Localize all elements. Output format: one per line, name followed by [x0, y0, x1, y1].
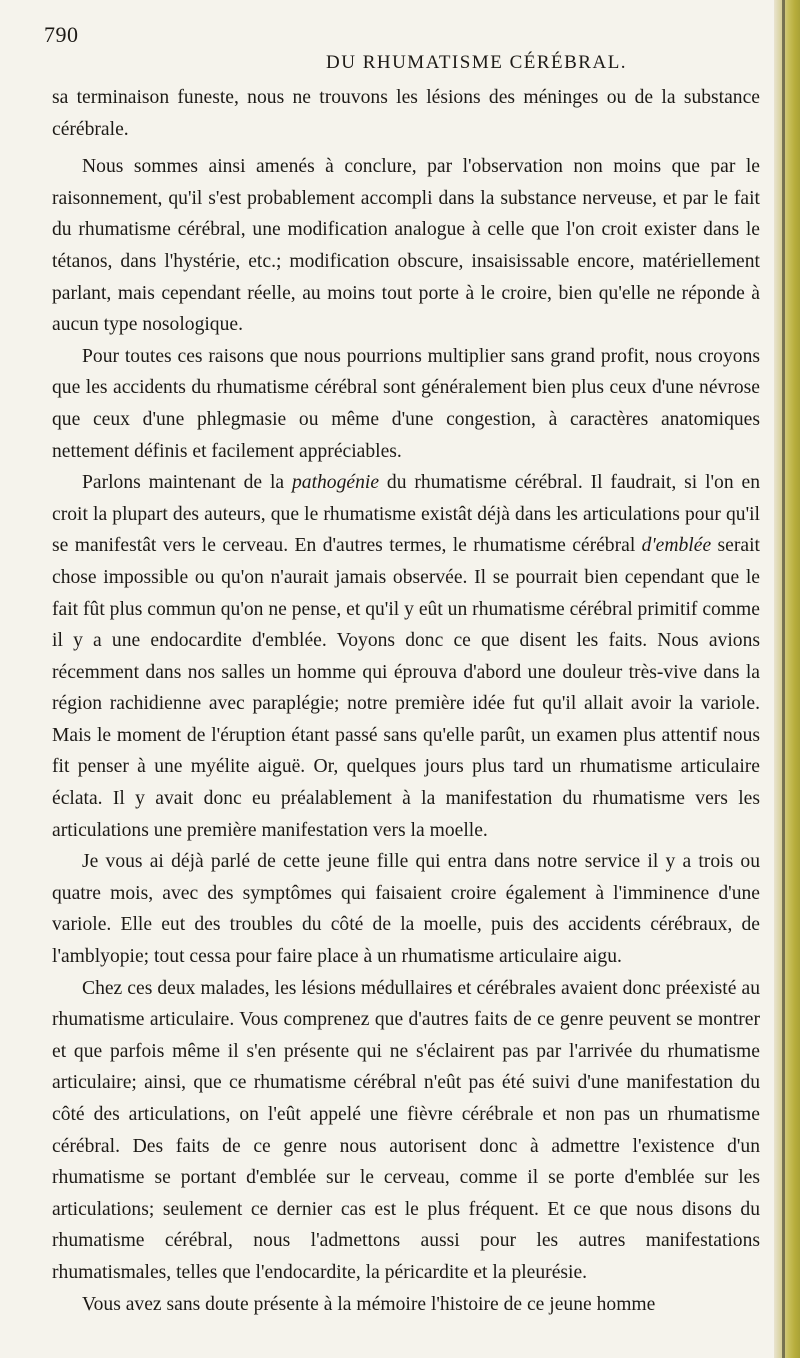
paragraph-text: Parlons maintenant de la [82, 472, 292, 494]
running-head: DU RHUMATISME CÉRÉBRAL. [326, 52, 628, 73]
paragraph: Vous avez sans doute présente à la mémoire l'histoire de ce jeune homme [82, 1293, 656, 1315]
paragraph: Pour toutes ces raisons que nous pourrions multiplier sans grand profit, nous croyons que les accidents du rhumatisme cérébral sont généralement bien plus ceux d'une névrose que ceux d'une phlegmasie ou même d'une congestion, à caractères anatomiques nettement définis et facilement appréciables. [52, 345, 760, 462]
body-text [52, 82, 760, 1320]
paragraph-text: serait chose impossible ou qu'on n'aurait jamais observée. Il se pourrait bien cependant que le fait fût plus commun qu'on ne pense, et qu'il y eût un rhumatisme cérébral primitif comme il y a une endocardite d'emblée. Voyons donc ce que disent les faits. Nous avions récemment dans nos salles un homme qui éprouva d'abord une douleur très-vive dans la région rachidienne avec paraplégie; notre première idée fut qu'il allait avoir la variole. Mais le moment de l'éruption étant passé sans qu'elle parût, un examen plus attentif nous fit penser à une myélite aiguë. Or, quelques jours plus tard un rhumatisme articulaire éclata. Il y avait donc eu préalablement à la manifestation du rhumatisme vers les articulations une première manifestation vers la moelle. [52, 535, 760, 841]
paragraph: Je vous ai déjà parlé de cette jeune fille qui entra dans notre service il y a trois ou quatre mois, avec des symptômes qui faisaient croire également à l'imminence d'une variole. Elle eut des troubles du côté de la moelle, puis des accidents cérébraux, de l'amblyopie; tout cessa pour faire place à un rhumatisme articulaire aigu. [52, 851, 760, 968]
paragraph: Chez ces deux malades, les lésions médullaires et cérébrales avaient donc préexisté au rhumatisme articulaire. Vous comprenez que d'autres faits de ce genre peuvent se montrer et que parfois même il s'en présente qui ne s'éclairent pas par l'arrivée du rhumatisme articulaire; ainsi, que ce rhumatisme cérébral n'eût pas été suivi d'une manifestation du côté des articulations, on l'eût appelé une fièvre cérébrale et non pas un rhumatisme cérébral. Des faits de ce genre nous autorisent donc à admettre l'existence d'un rhumatisme se portant d'emblée sur le cerveau, comme il se porte d'emblée sur les articulations; seulement ce dernier cas est le plus fréquent. Et ce que nous disons du rhumatisme cérébral, nous l'admettons aussi pour les autres manifestations rhumatismales, telles que l'endocardite, la péricardite et la pleurésie. [52, 977, 760, 1283]
paragraph-text: du rhumatisme cérébral. Il faudrait, si l'on en croit la plupart des auteurs, que le rhumatisme existât déjà dans les articulations pour qu'il se manifestât vers le cerveau. En d'autres termes, le rhumatisme cérébral [52, 472, 761, 557]
page-number: 790 [44, 22, 79, 47]
book-spine-edge [774, 0, 800, 1358]
page-header [44, 22, 744, 73]
paragraph: sa terminaison funeste, nous ne trouvons les lésions des méninges ou de la substance cérébrale. [52, 87, 760, 140]
paragraph: Nous sommes ainsi amenés à conclure, par l'observation non moins que par le raisonnement, qu'il s'est probablement accompli dans la substance nerveuse, et par le fait du rhumatisme cérébral, une modification analogue à celle que l'on croit exister dans le tétanos, dans l'hystérie, etc.; modification obscure, insaisissable encore, matériellement parlant, mais cependant réelle, au moins tout porte à le croire, bien qu'elle ne réponde à aucun type nosologique. [52, 156, 760, 336]
emphasis: d'emblée [641, 535, 712, 557]
emphasis: pathogénie [291, 472, 380, 494]
paragraph [52, 467, 760, 846]
